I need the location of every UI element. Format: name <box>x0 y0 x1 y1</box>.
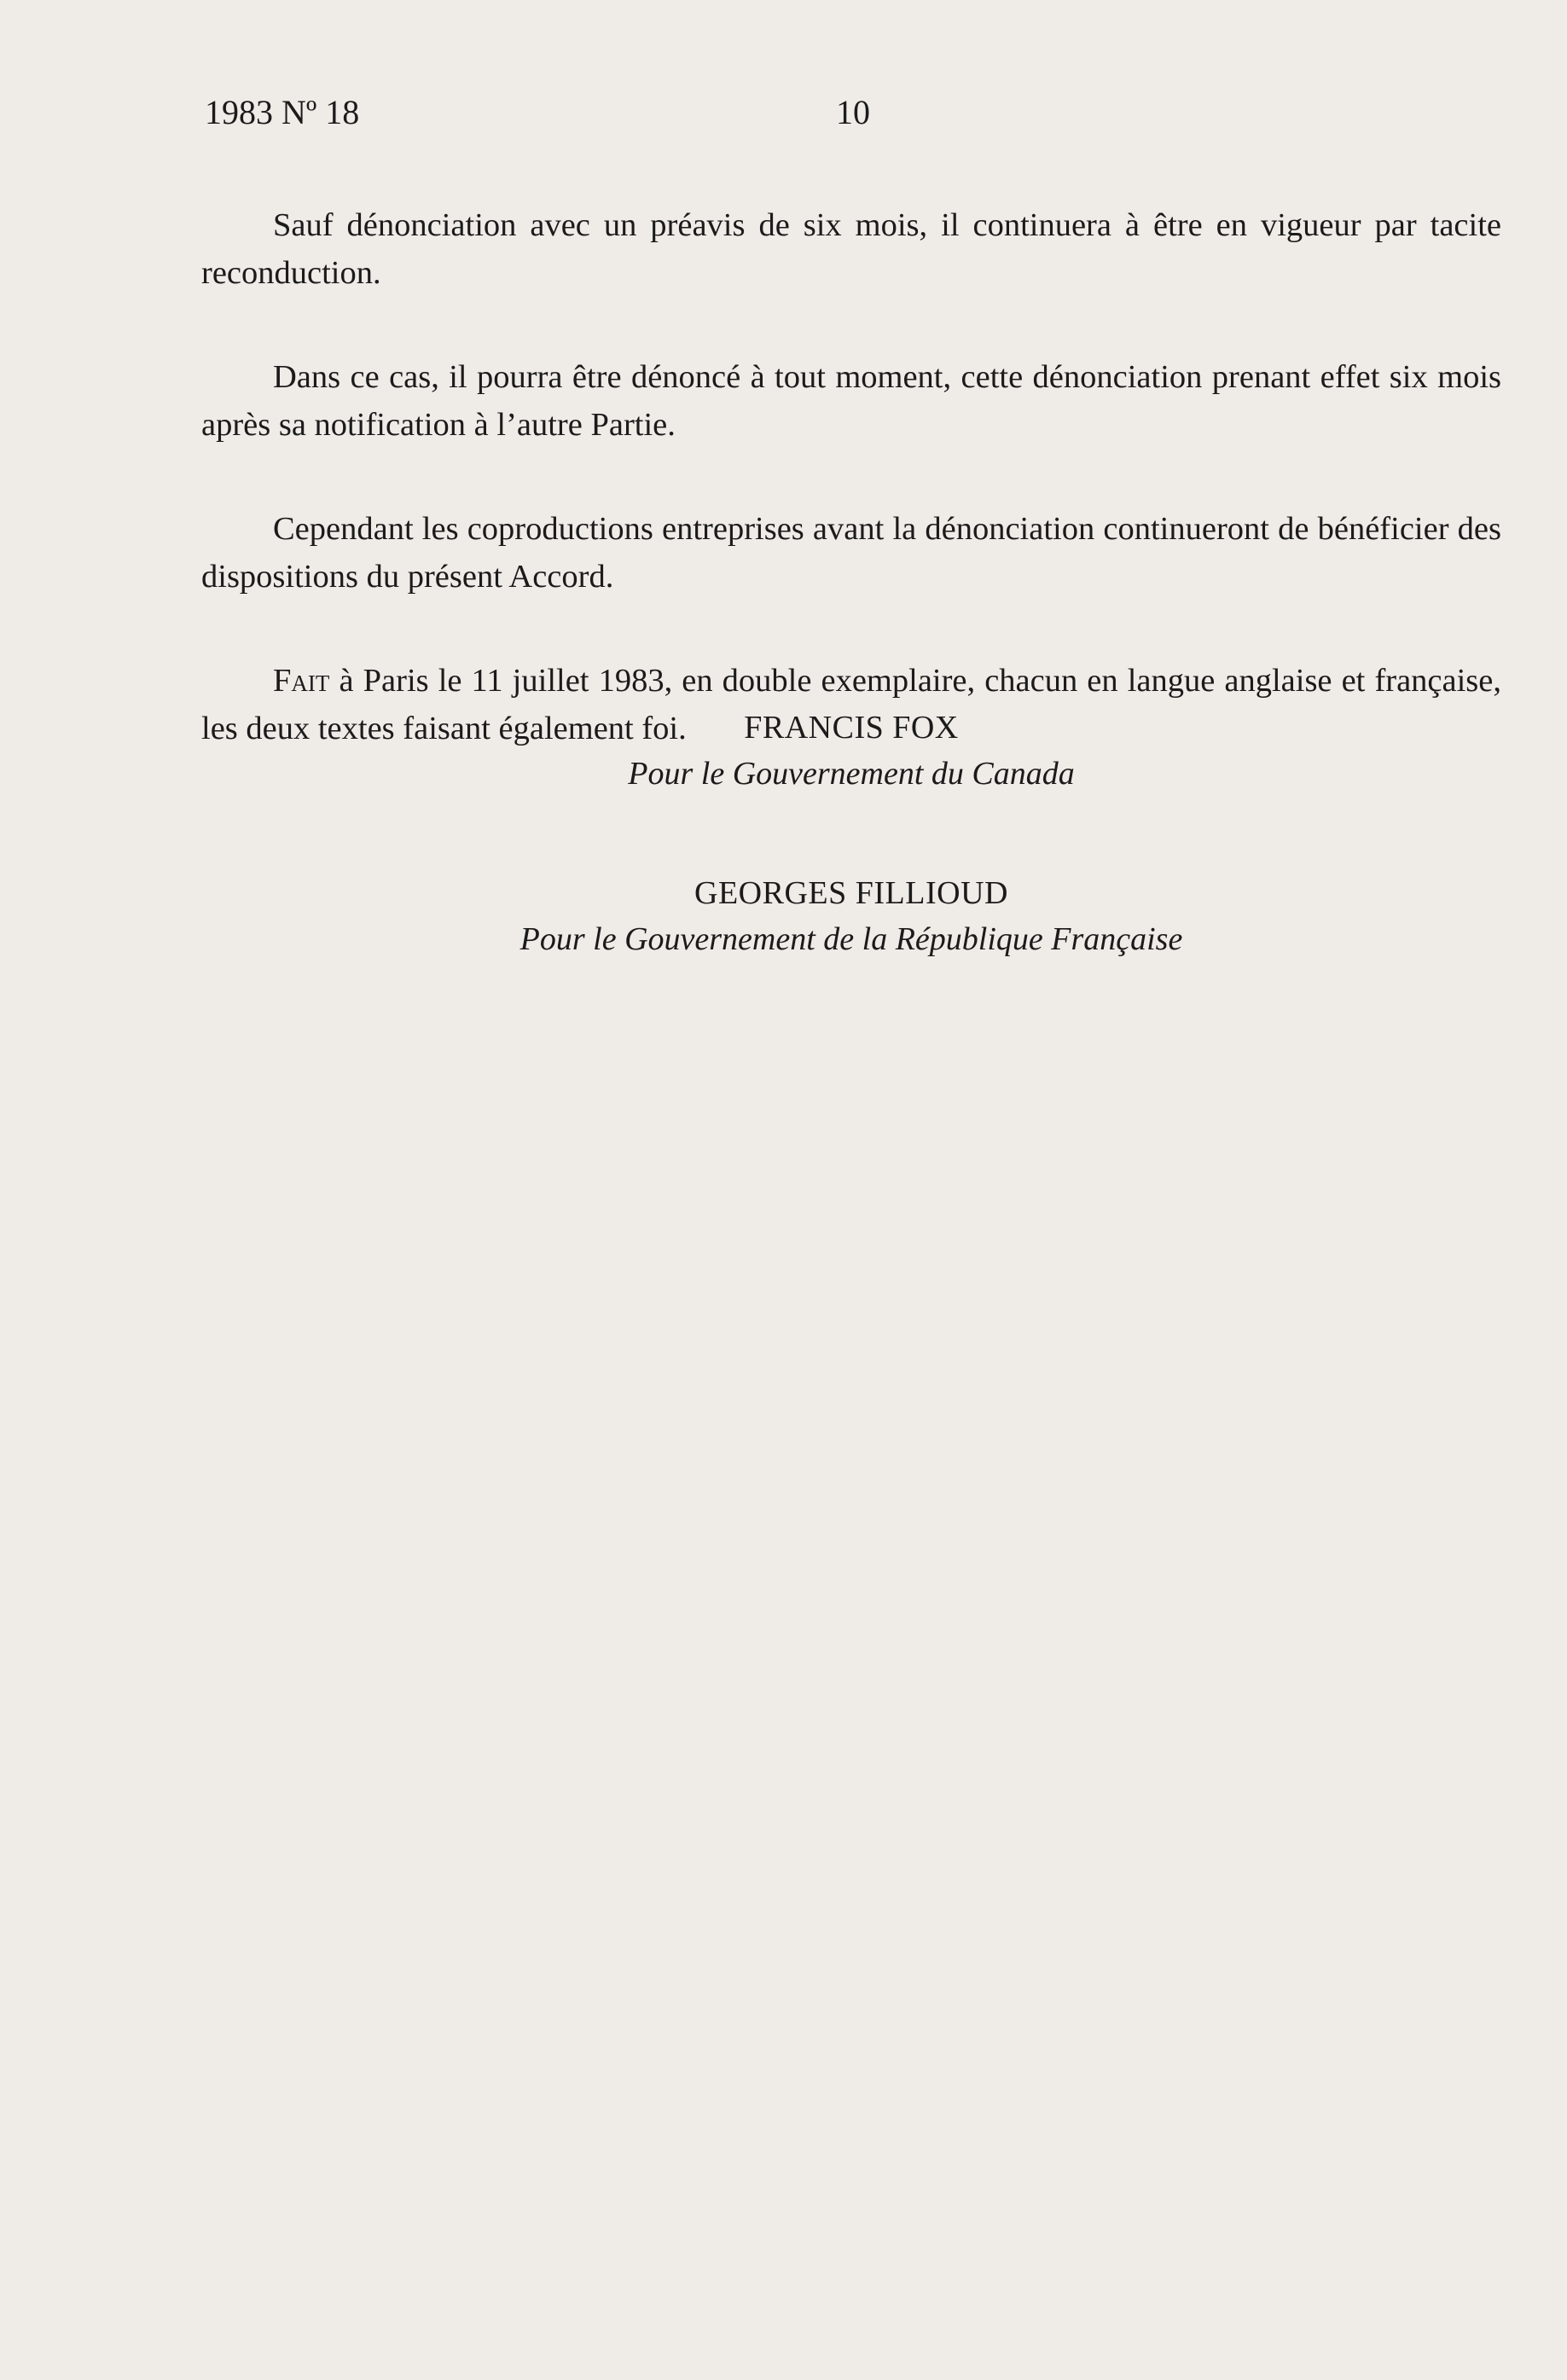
signature-block-canada <box>201 705 1501 797</box>
paragraph-coproductions: Cependant les coproductions entreprises avant la dénonciation continueront de bénéficier des dispositions du présent Accord. <box>201 511 1501 595</box>
closing-text: à Paris le 11 juillet 1983, en double exemplaire, chacun en langue anglaise et française, les deux textes faisant également foi. <box>201 663 1501 746</box>
paragraph-denunciation: Dans ce cas, il pourra être dénoncé à tout moment, cette dénonciation prenant effet six mois après sa notification à l’autre Partie. <box>201 359 1501 443</box>
signatory-name: GEORGES FILLIOUD <box>694 875 1008 911</box>
page-header <box>205 92 1501 143</box>
signatory-role: Pour le Gouvernement de la République Française <box>519 921 1183 957</box>
signature-block-france <box>201 870 1501 962</box>
paragraph-termination-notice: Sauf dénonciation avec un préavis de six mois, il continuera à être en vigueur par tacite reconduction. <box>201 207 1501 291</box>
closing-lead-word: Fait <box>273 663 330 699</box>
page-number: 10 <box>836 93 870 131</box>
signatory-role: Pour le Gouvernement du Canada <box>628 756 1075 792</box>
document-reference: 1983 Nº 18 <box>205 93 360 131</box>
signatory-name: FRANCIS FOX <box>744 710 959 746</box>
